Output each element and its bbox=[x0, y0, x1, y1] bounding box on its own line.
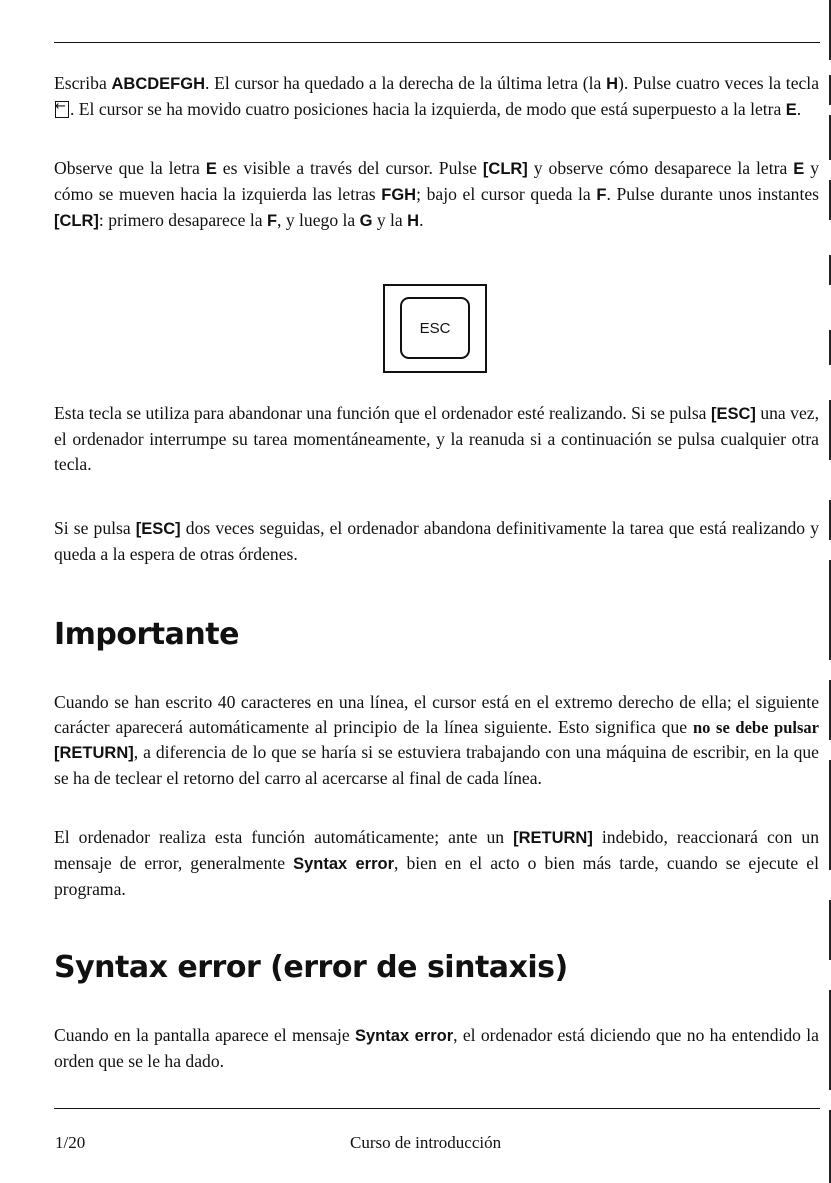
footer-title: Curso de introducción bbox=[350, 1133, 502, 1152]
importante-paragraph-2: El ordenador realiza esta función automáticamente; ante un [RETURN] indebido, reaccionará con un mensaje de error, generalmente Syntax error, bien en el acto o bien más tarde, cuando se ejecute el programa. bbox=[54, 827, 819, 899]
heading-syntax-error: Syntax error (error de sintaxis) bbox=[54, 950, 568, 985]
heading-importante: Importante bbox=[54, 617, 239, 652]
esc-key-label: ESC bbox=[419, 319, 451, 337]
esc-key-illustration bbox=[383, 284, 487, 373]
intro-paragraph-2: Observe que la letra E es visible a través del cursor. Pulse [CLR] y observe cómo desaparece la letra E y cómo se mueven hacia la izquierda las letras FGH; bajo el cursor queda la F. Pulse durante unos instantes [CLR]: primero desaparece la F, y luego la G y la H. bbox=[54, 158, 820, 230]
importante-paragraph-1: Cuando se han escrito 40 caracteres en una línea, el cursor está en el extremo derecho de ella; el siguiente carácter aparecerá automáticamente al principio de la línea siguiente. Esto significa que no se debe pulsar [RETURN], a diferencia de lo que se haría si se estuviera trabajando con una máquina de escribir, en la que se ha de teclear el retorno del carro al acercarse al final de cada línea. bbox=[54, 692, 819, 788]
esc-paragraph-2: Si se pulsa [ESC] dos veces seguidas, el ordenador abandona definitivamente la tarea que está realizando y queda a la espera de otras órdenes. bbox=[54, 518, 819, 564]
top-rule bbox=[54, 42, 820, 43]
backspace-key-icon bbox=[55, 101, 69, 118]
syntax-paragraph-1: Cuando en la pantalla aparece el mensaje Syntax error, el ordenador está diciendo que no ha entendido la orden que se le ha dado. bbox=[54, 1025, 819, 1071]
bottom-rule bbox=[54, 1108, 820, 1109]
intro-paragraph-1: Escriba ABCDEFGH. El cursor ha quedado a la derecha de la última letra (la H). Pulse cuatro veces la tecla ←. El cursor se ha movido cuatro posiciones hacia la izquierda, de modo que está superpuesto a la letra E. bbox=[54, 71, 819, 123]
esc-paragraph-1: Esta tecla se utiliza para abandonar una función que el ordenador esté realizando. Si se pulsa [ESC] una vez, el ordenador interrumpe su tarea momentáneamente, y la reanuda si a continuación se pulsa cualquier otra tecla. bbox=[54, 403, 819, 474]
page-number: 1/20 bbox=[55, 1133, 86, 1152]
esc-key-icon bbox=[400, 297, 470, 359]
